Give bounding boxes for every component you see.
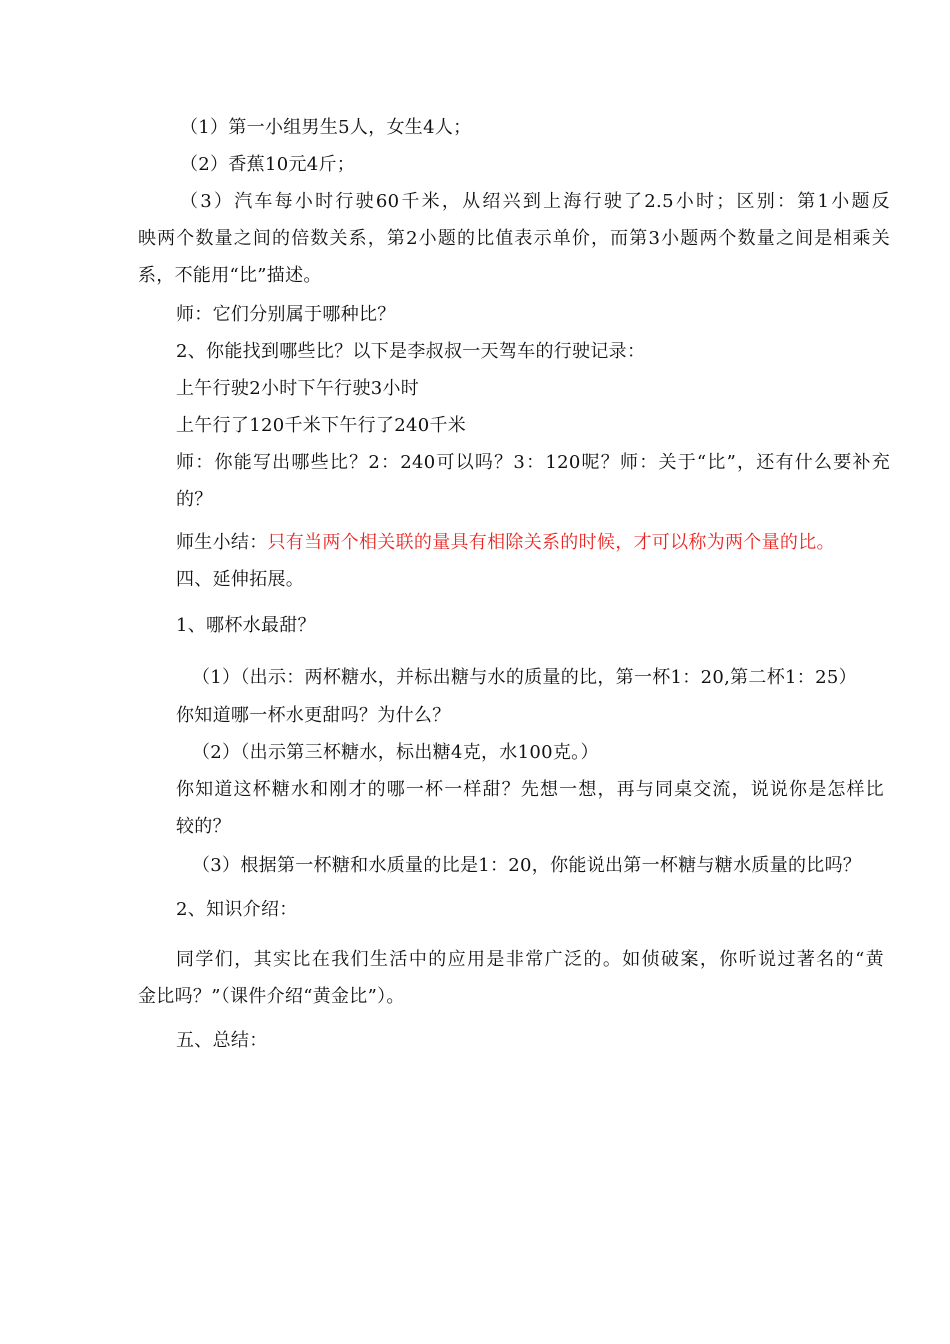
- text-line: （1）（出示：两杯糖水，并标出糖与水的质量的比，第一杯1：20,第二杯1：25）: [192, 667, 857, 688]
- summary-highlight-text: 只有当两个相关联的量具有相除关系的时候，才可以称为两个量的比。: [267, 532, 835, 553]
- text-line: （1）第一小组男生5人，女生4人；: [180, 117, 472, 138]
- summary-label: 师生小结：: [176, 532, 268, 553]
- text-line: 2、你能找到哪些比？以下是李叔叔一天驾车的行驶记录：: [176, 341, 646, 362]
- text-line: 你知道这杯糖水和刚才的哪一杯一样甜？先想一想，再与同桌交流，说说你是怎样比: [176, 779, 884, 800]
- summary-line: [176, 531, 835, 555]
- text-line: 师：你能写出哪些比？2：240可以吗？3：120呢？师：关于“比”，还有什么要补充: [176, 452, 890, 473]
- text-line: 系，不能用“比”描述。: [138, 265, 322, 286]
- subsection-heading: 1、哪杯水最甜？: [176, 615, 316, 636]
- subsection-heading: 2、知识介绍：: [176, 899, 298, 920]
- text-line: （2）（出示第三杯糖水，标出糖4克，水100克。）: [192, 742, 599, 763]
- text-line: 同学们，其实比在我们生活中的应用是非常广泛的。如侦破案，你听说过著名的“黄: [176, 949, 884, 970]
- text-line: 的？: [176, 489, 213, 510]
- text-line: 师：它们分别属于哪种比？: [176, 304, 396, 325]
- section-heading: 五、总结：: [176, 1030, 268, 1051]
- text-line: 较的？: [176, 816, 231, 837]
- section-heading: 四、延伸拓展。: [176, 569, 305, 590]
- text-line: 你知道哪一杯水更甜吗？为什么？: [176, 705, 451, 726]
- text-line: 金比吗？”（课件介绍“黄金比”）。: [138, 986, 405, 1007]
- text-line: （3）汽车每小时行驶60千米，从绍兴到上海行驶了2.5小时；区别：第1小题反: [180, 191, 890, 212]
- text-line: （3）根据第一杯糖和水质量的比是1：20，你能说出第一杯糖与糖水质量的比吗？: [192, 855, 862, 876]
- text-line: 上午行了120千米下午行了240千米: [176, 415, 467, 436]
- text-line: 上午行驶2小时下午行驶3小时: [176, 378, 420, 399]
- text-line: （2）香蕉10元4斤；: [180, 154, 356, 175]
- text-line: 映两个数量之间的倍数关系，第2小题的比值表示单价，而第3小题两个数量之间是相乘关: [138, 228, 890, 249]
